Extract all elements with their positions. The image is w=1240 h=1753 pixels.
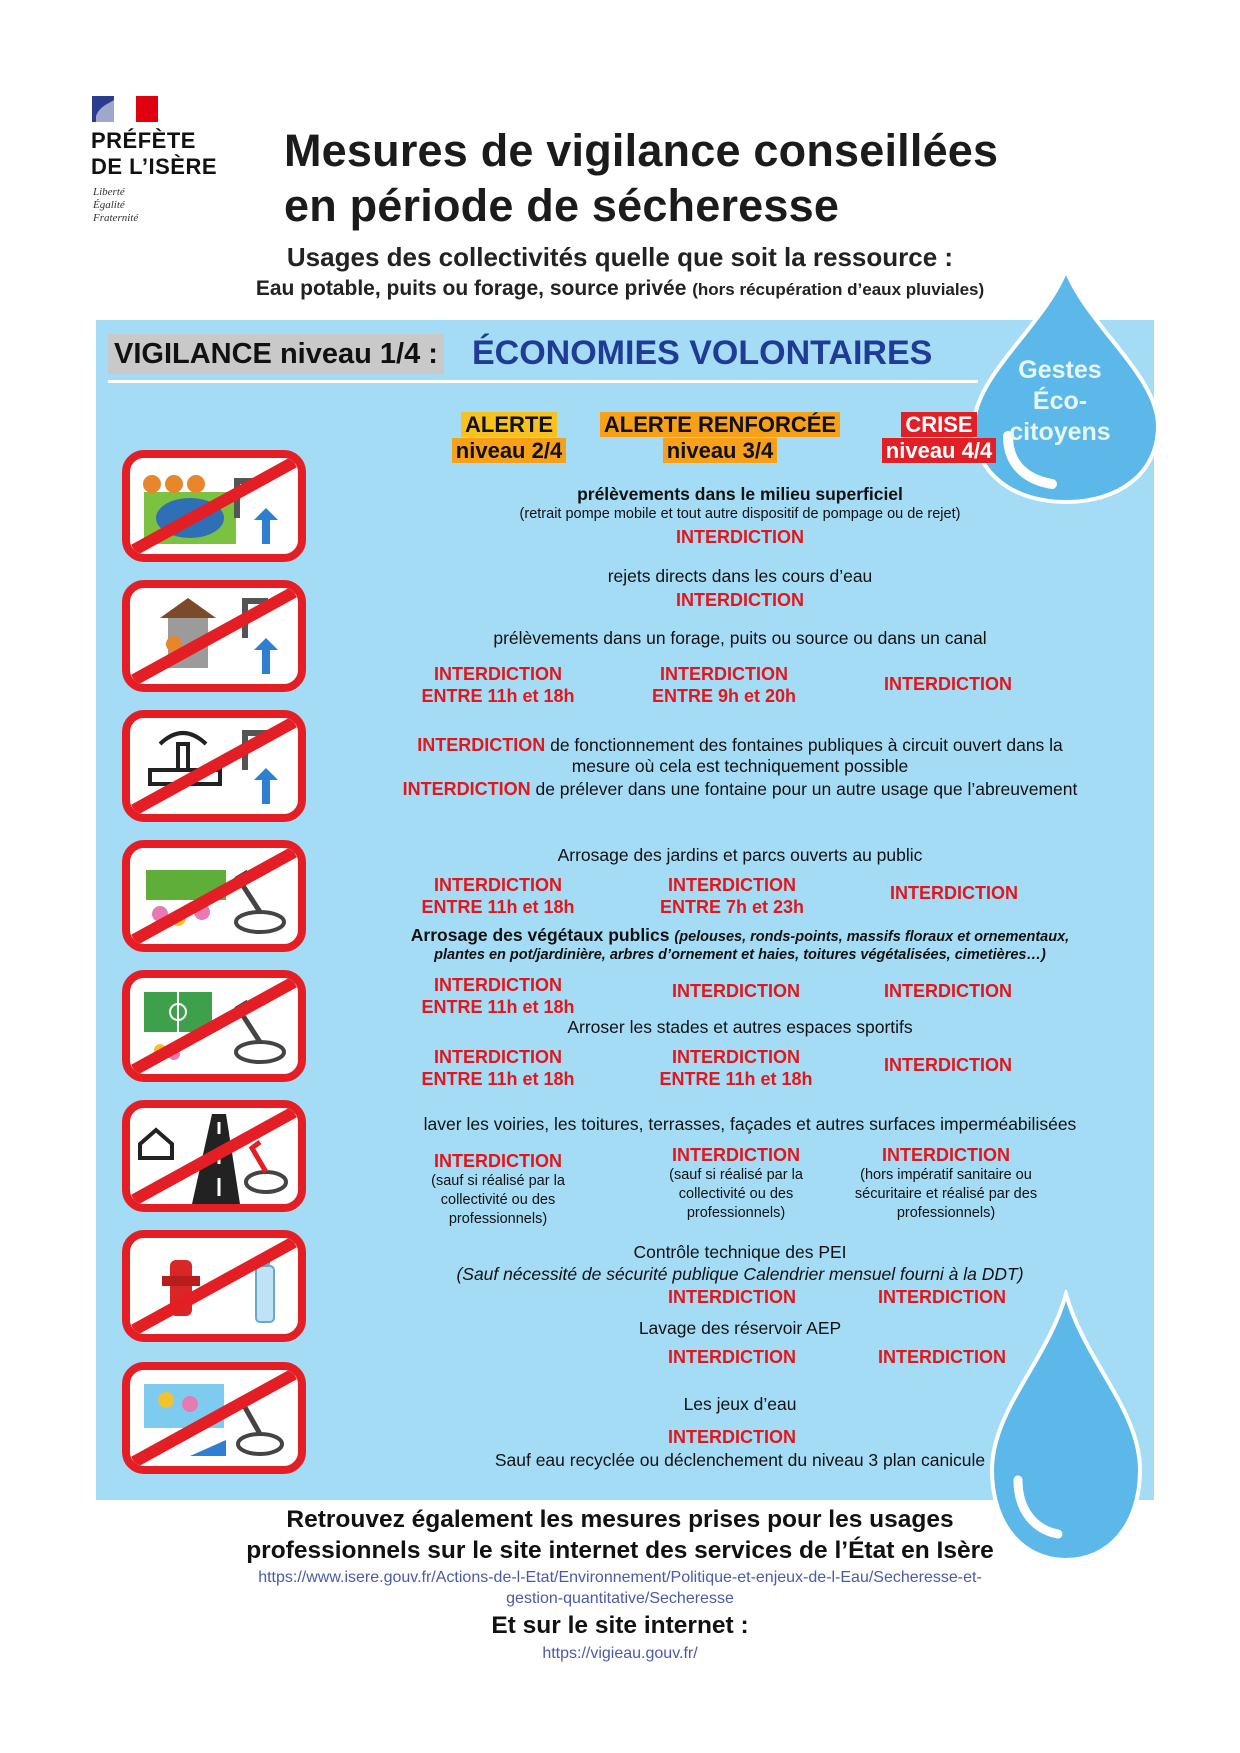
republique-flag-logo xyxy=(92,96,158,122)
measure-stadiums-crise: INTERDICTION xyxy=(884,1055,1012,1075)
measure-pei-crise: INTERDICTION xyxy=(878,1287,1006,1307)
measure-water-games-note: Sauf eau recyclée ou déclenchement du niveau 3 plan canicule xyxy=(494,1450,986,1470)
resource-scope: Eau potable, puits ou forage, source privée (hors récupération d’eaux pluviales) xyxy=(255,277,985,300)
measure-public-plants-alerte: INTERDICTION ENTRE 11h et 18h xyxy=(421,975,575,1017)
vigieau-link[interactable]: https://vigieau.gouv.fr/ xyxy=(542,1645,698,1662)
fountain-icon xyxy=(122,710,306,822)
measure-reservoir-crise: INTERDICTION xyxy=(878,1347,1006,1367)
measure-gardens-renforcee: INTERDICTION ENTRE 7h et 23h xyxy=(659,875,805,917)
garden-hose-icon xyxy=(122,840,306,952)
measure-stadiums-renforcee: INTERDICTION ENTRE 11h et 18h xyxy=(659,1047,813,1089)
measure-surface-withdrawal-value: INTERDICTION xyxy=(676,527,804,547)
measure-borehole-crise: INTERDICTION xyxy=(884,674,1012,694)
measure-public-plants-crise: INTERDICTION xyxy=(884,981,1012,1001)
prefecture-name: PRÉFÈTE DE L’ISÈRE xyxy=(91,128,218,179)
measure-pei-renforcee: INTERDICTION xyxy=(668,1287,796,1307)
measure-surfaces-crise: INTERDICTION (hors impératif sanitaire ou sécuritaire et réalisé par des professionnels) xyxy=(854,1145,1038,1221)
measure-borehole-renforcee: INTERDICTION ENTRE 9h et 20h xyxy=(651,664,797,706)
measure-surfaces-alerte: INTERDICTION (sauf si réalisé par la collectivité ou des professionnels) xyxy=(431,1151,565,1227)
footer-message: Retrouvez également les mesures prises pour les usages professionnels sur le site internet des services de l’État en Isère xyxy=(246,1506,994,1564)
eco-gestures-label: Gestes Éco- citoyens xyxy=(1009,356,1111,446)
well-pump-icon xyxy=(122,580,306,692)
vigilance-level-title: ÉCONOMIES VOLONTAIRES xyxy=(472,334,933,372)
measure-direct-discharge-title: rejets directs dans les cours d’eau xyxy=(607,566,873,586)
measure-water-games-title: Les jeux d’eau xyxy=(683,1394,797,1414)
divider xyxy=(108,380,978,383)
footer-website-label: Et sur le site internet : xyxy=(491,1612,749,1639)
measure-surfaces-renforcee: INTERDICTION (sauf si réalisé par la collectivité ou des professionnels) xyxy=(669,1145,803,1221)
level-alerte-header: ALERTE niveau 2/4 xyxy=(448,412,570,464)
measure-public-plants-note: plantes en pot/jardinière, arbres d’ornement et haies, toitures végétalisées, cimetières…) xyxy=(434,947,1046,963)
republic-motto: Liberté Égalité Fraternité xyxy=(93,186,139,224)
pond-pump-icon xyxy=(122,450,306,562)
measure-public-plants-title: Arrosage des végétaux publics (pelouses, ronds-points, massifs floraux et ornementaux, xyxy=(410,925,1070,945)
stadium-hose-icon xyxy=(122,970,306,1082)
level-crise-header: CRISE niveau 4/4 xyxy=(876,412,1002,464)
measure-reservoir-title: Lavage des réservoir AEP xyxy=(638,1318,842,1338)
measure-surfaces-title: laver les voiries, les toitures, terrasses, façades et autres surfaces imperméabilisées xyxy=(423,1114,1077,1134)
measure-direct-discharge-value: INTERDICTION xyxy=(676,590,804,610)
measure-gardens-crise: INTERDICTION xyxy=(890,883,1018,903)
page-title: Mesures de vigilance conseillées en période de sécheresse xyxy=(284,125,999,231)
measure-gardens-alerte: INTERDICTION ENTRE 11h et 18h xyxy=(421,875,575,917)
measure-public-plants-renforcee: INTERDICTION xyxy=(672,981,800,1001)
measure-fountains-line1: INTERDICTION de fonctionnement des fontaines publiques à circuit ouvert dans la xyxy=(417,735,1063,755)
hydrant-bottle-icon xyxy=(122,1230,306,1342)
measure-fountains-line2: mesure où cela est techniquement possible xyxy=(571,756,909,776)
road-cleaning-icon xyxy=(122,1100,306,1212)
measure-surface-withdrawal-note: (retrait pompe mobile et tout autre dispositif de pompage ou de rejet) xyxy=(519,506,961,522)
measure-pei-title: Contrôle technique des PEI xyxy=(633,1242,847,1262)
measure-borehole-title: prélèvements dans un forage, puits ou source ou dans un canal xyxy=(493,628,987,648)
measure-stadiums-alerte: INTERDICTION ENTRE 11h et 18h xyxy=(421,1047,575,1089)
measure-gardens-title: Arrosage des jardins et parcs ouverts au public xyxy=(557,845,923,865)
scope-note: (hors récupération d’eaux pluviales) xyxy=(692,280,985,299)
measure-fountains-line3: INTERDICTION de prélever dans une fontaine pour un autre usage que l’abreuvement xyxy=(402,779,1078,799)
prefecture-secheresse-link[interactable]: https://www.isere.gouv.fr/Actions-de-l-Etat/Environnement/Politique-et-enjeux-de-l-Eau/Secheresse-et- gestion-quantitative/Secheresse xyxy=(258,1569,982,1607)
measure-reservoir-renforcee: INTERDICTION xyxy=(668,1347,796,1367)
measure-surface-withdrawal-title: prélèvements dans le milieu superficiel xyxy=(577,484,903,504)
vigilance-level-label: VIGILANCE niveau 1/4 : xyxy=(108,334,444,374)
level-renforcee-header: ALERTE RENFORCÉE niveau 3/4 xyxy=(590,412,850,464)
page-subtitle: Usages des collectivités quelle que soit la ressource : xyxy=(286,242,954,272)
water-games-icon xyxy=(122,1362,306,1474)
measure-stadiums-title: Arroser les stades et autres espaces sportifs xyxy=(567,1017,913,1037)
measure-water-games-value: INTERDICTION xyxy=(668,1427,796,1447)
measure-pei-note: (Sauf nécessité de sécurité publique Calendrier mensuel fourni à la DDT) xyxy=(456,1264,1024,1284)
measure-borehole-alerte: INTERDICTION ENTRE 11h et 18h xyxy=(421,664,575,706)
